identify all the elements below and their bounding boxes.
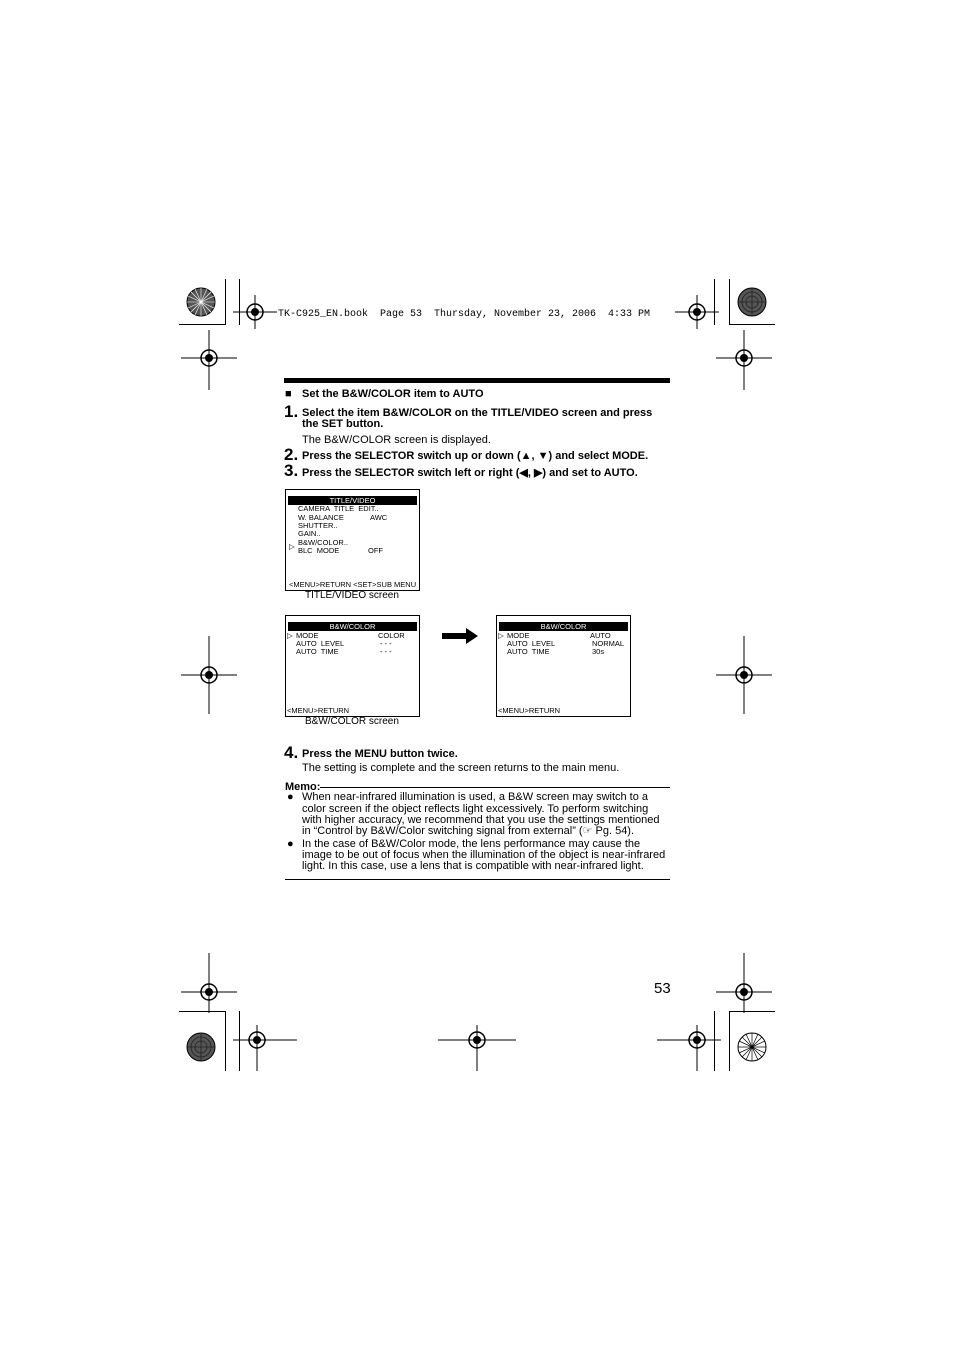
menu-value: 30s — [592, 647, 605, 656]
registration-mark-icon — [716, 636, 772, 714]
menu-value: OFF — [368, 546, 383, 555]
crop-line — [729, 279, 730, 325]
memo-text: in “Control by B&W/Color switching signal from external” (☞ Pg. 54). — [302, 825, 635, 837]
color-target-icon — [737, 1032, 767, 1062]
registration-mark-icon — [657, 1025, 721, 1071]
memo-bullet: ● — [287, 838, 294, 850]
memo-text: with higher accuracy, we recommend that you use the settings mentioned — [302, 814, 660, 826]
menu-value: AUTO — [590, 631, 611, 640]
registration-mark-icon — [181, 953, 237, 1013]
menu-cursor: ▷ — [289, 542, 295, 551]
registration-mark-icon — [233, 1025, 297, 1071]
step-number: 1. — [284, 402, 299, 421]
menu-cursor: ▷ — [287, 631, 293, 640]
step-number: 3. — [284, 461, 299, 480]
screen-footer: <MENU>RETURN — [287, 706, 350, 715]
step-text: Press the SELECTOR switch up or down (▲, ▼) and select MODE. — [302, 450, 649, 462]
bw-color-screen-auto — [496, 615, 631, 717]
screen-header: B&W/COLOR — [499, 622, 628, 631]
registration-mark-icon — [438, 1025, 516, 1071]
book-header: TK-C925_EN.book Page 53 Thursday, November 23, 2006 4:33 PM — [278, 309, 651, 320]
screen-header: TITLE/VIDEO — [288, 496, 417, 505]
step-note: The B&W/COLOR screen is displayed. — [302, 434, 491, 446]
screen-footer: <MENU>RETURN <SET>SUB MENU — [289, 580, 417, 589]
memo-title: Memo: — [285, 781, 321, 793]
memo-text: image to be out of focus when the illumination of the object is near-infrared — [302, 849, 666, 861]
registration-mark-icon — [181, 330, 237, 390]
menu-item: GAIN.. — [298, 529, 321, 538]
registration-mark-icon — [675, 295, 719, 329]
registration-mark-icon — [716, 330, 772, 390]
section-rule — [284, 378, 670, 383]
step-text: Press the MENU button twice. — [302, 748, 458, 760]
title-video-screen — [285, 489, 420, 591]
step-number: 2. — [284, 445, 299, 464]
menu-item: W. BALANCE — [298, 513, 344, 522]
step-text: the SET button. — [302, 418, 384, 430]
step-text: Press the SELECTOR switch left or right (◀, ▶) and set to AUTO. — [302, 467, 638, 479]
registration-mark-icon — [716, 953, 772, 1013]
crop-line — [179, 324, 225, 325]
menu-item: SHUTTER.. — [298, 521, 338, 530]
crop-line — [729, 324, 775, 325]
section-bullet: ■ — [285, 388, 292, 400]
memo-rule — [320, 787, 670, 788]
menu-item: BLC MODE — [298, 546, 340, 555]
menu-item: CAMERA TITLE EDIT.. — [298, 504, 379, 513]
menu-item: AUTO TIME — [296, 647, 339, 656]
menu-item: AUTO TIME — [507, 647, 550, 656]
section-title: Set the B&W/COLOR item to AUTO — [302, 388, 484, 400]
memo-text: light. In this case, use a lens that is compatible with near-infrared light. — [302, 860, 644, 872]
crop-line — [225, 279, 226, 325]
step-text: Select the item B&W/COLOR on the TITLE/VIDEO screen and press — [302, 407, 653, 419]
registration-mark-icon — [181, 636, 237, 714]
menu-item: AUTO LEVEL — [507, 639, 556, 648]
memo-bullet: ● — [287, 791, 294, 803]
menu-item: MODE — [507, 631, 530, 640]
memo-text: In the case of B&W/Color mode, the lens performance may cause the — [302, 838, 641, 850]
right-arrow-icon — [442, 628, 478, 644]
menu-value: COLOR — [378, 631, 405, 640]
color-target-icon — [186, 1032, 216, 1062]
screen-caption: TITLE/VIDEO screen — [305, 590, 399, 601]
menu-item: MODE — [296, 631, 319, 640]
step-number: 4. — [284, 743, 299, 762]
color-target-icon — [186, 287, 216, 317]
menu-cursor: ▷ — [498, 631, 504, 640]
memo-bottom-rule — [285, 879, 670, 880]
crop-line — [225, 1011, 226, 1071]
screen-caption: B&W/COLOR screen — [305, 716, 399, 727]
memo-text: When near-infrared illumination is used, a B&W screen may switch to a — [302, 791, 649, 803]
menu-value: AWC — [370, 513, 388, 522]
crop-line — [729, 1011, 730, 1071]
color-target-icon — [737, 287, 767, 317]
menu-item: B&W/COLOR.. — [298, 538, 349, 547]
menu-value: - - - — [380, 639, 392, 648]
screen-header: B&W/COLOR — [288, 622, 417, 631]
menu-value: NORMAL — [592, 639, 625, 648]
page-number: 53 — [654, 980, 671, 997]
step-note: The setting is complete and the screen returns to the main menu. — [302, 762, 620, 774]
registration-mark-icon — [233, 295, 277, 329]
memo-text: color screen if the object reflects light excessively. To perform switching — [302, 803, 649, 815]
menu-item: AUTO LEVEL — [296, 639, 345, 648]
screen-footer: <MENU>RETURN — [498, 706, 561, 715]
bw-color-screen — [285, 615, 420, 717]
menu-value: - - - — [380, 647, 392, 656]
